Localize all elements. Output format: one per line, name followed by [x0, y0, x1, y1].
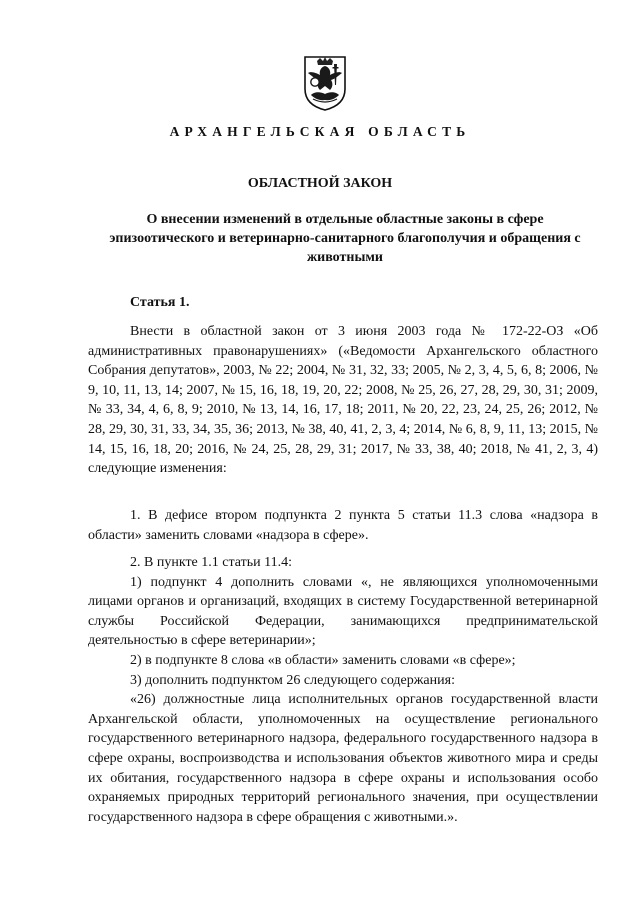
article-item-2 — [88, 553, 598, 827]
law-subject-title: О внесении изменений в отдельные областные законы в сфере эпизоотического и ветеринарно-санитарного благополучия и обращения с животными — [109, 212, 581, 265]
paragraph-intro: Внести в областной закон от 3 июня 2003 года № 172-22-ОЗ «Об административных правонарушениях» («Ведомости Архангельского областного Собрания депутатов», 2003, № 22; 2004, № 31, 32, 33; 2005, № 2, 3, 4, 5, 6, 8; 2006, № 9, 10, 11, 13, 14; 2007, № 15, 16, 18, 19, 20, 22; 2008, № 25, 26, 27, 28, 29, 30, 31; 2009, № 33, 34, 4, 6, 8, 9; 2010, № 13, 14, 16, 17, 18; 2011, № 20, 22, 23, 24, 25, 26; 2012, № 28, 29, 30, 31, 33, 34, 35, 36; 2013, № 38, 40, 41, 2, 3, 4; 2014, № 6, 8, 9, 11, 13; 2015, № 14, 15, 16, 18, 20; 2016, № 24, 25, 28, 29, 31; 2017, № 33, 38, 40; 2018, № 41, 2, 3, 4) следующие изменения: — [88, 324, 598, 477]
paragraph-item-2-sub-3-text: «26) должностные лица исполнительных органов государственной власти Архангельской области, уполномоченных на осуществление регионального государственного ветеринарного надзора, федерального государственного надзора в сфере охраны, воспроизводства и использования объектов животного мира и среды их обитания, государственного надзора в сфере охраны и использования особо охраняемых природных территорий регионального значения, при осуществлении государственного надзора в сфере обращения с животными.». — [88, 692, 598, 825]
paragraph-item-2-sub-1: 1) подпункт 4 дополнить словами «, не являющихся уполномоченными лицами органов и организаций, входящих в систему Государственной ветеринарной службы Российской Федерации, занимающихся предпринимательской деятельностью в сфере ветеринарии»; — [88, 574, 598, 649]
paragraph-item-1: 1. В дефисе втором подпункта 2 пункта 5 статьи 11.3 слова «надзора в области» заменить словами «надзора в сфере». — [88, 508, 598, 543]
article-item-1 — [88, 506, 598, 545]
law-type-heading: ОБЛАСТНОЙ ЗАКОН — [247, 176, 393, 191]
region-title: АРХАНГЕЛЬСКАЯ ОБЛАСТЬ — [169, 124, 471, 139]
article-heading: Статья 1. — [130, 295, 190, 310]
paragraph-item-2-sub-2: 2) в подпункте 8 слова «в области» заменить словами «в сфере»; — [130, 652, 516, 668]
paragraph-item-2-heading: 2. В пункте 1.1 статьи 11.4: — [130, 555, 292, 570]
paragraph-item-2-sub-3: 3) дополнить подпунктом 26 следующего содержания: — [130, 672, 455, 688]
article-intro-paragraph — [88, 322, 598, 479]
coat-of-arms-icon — [303, 55, 347, 111]
